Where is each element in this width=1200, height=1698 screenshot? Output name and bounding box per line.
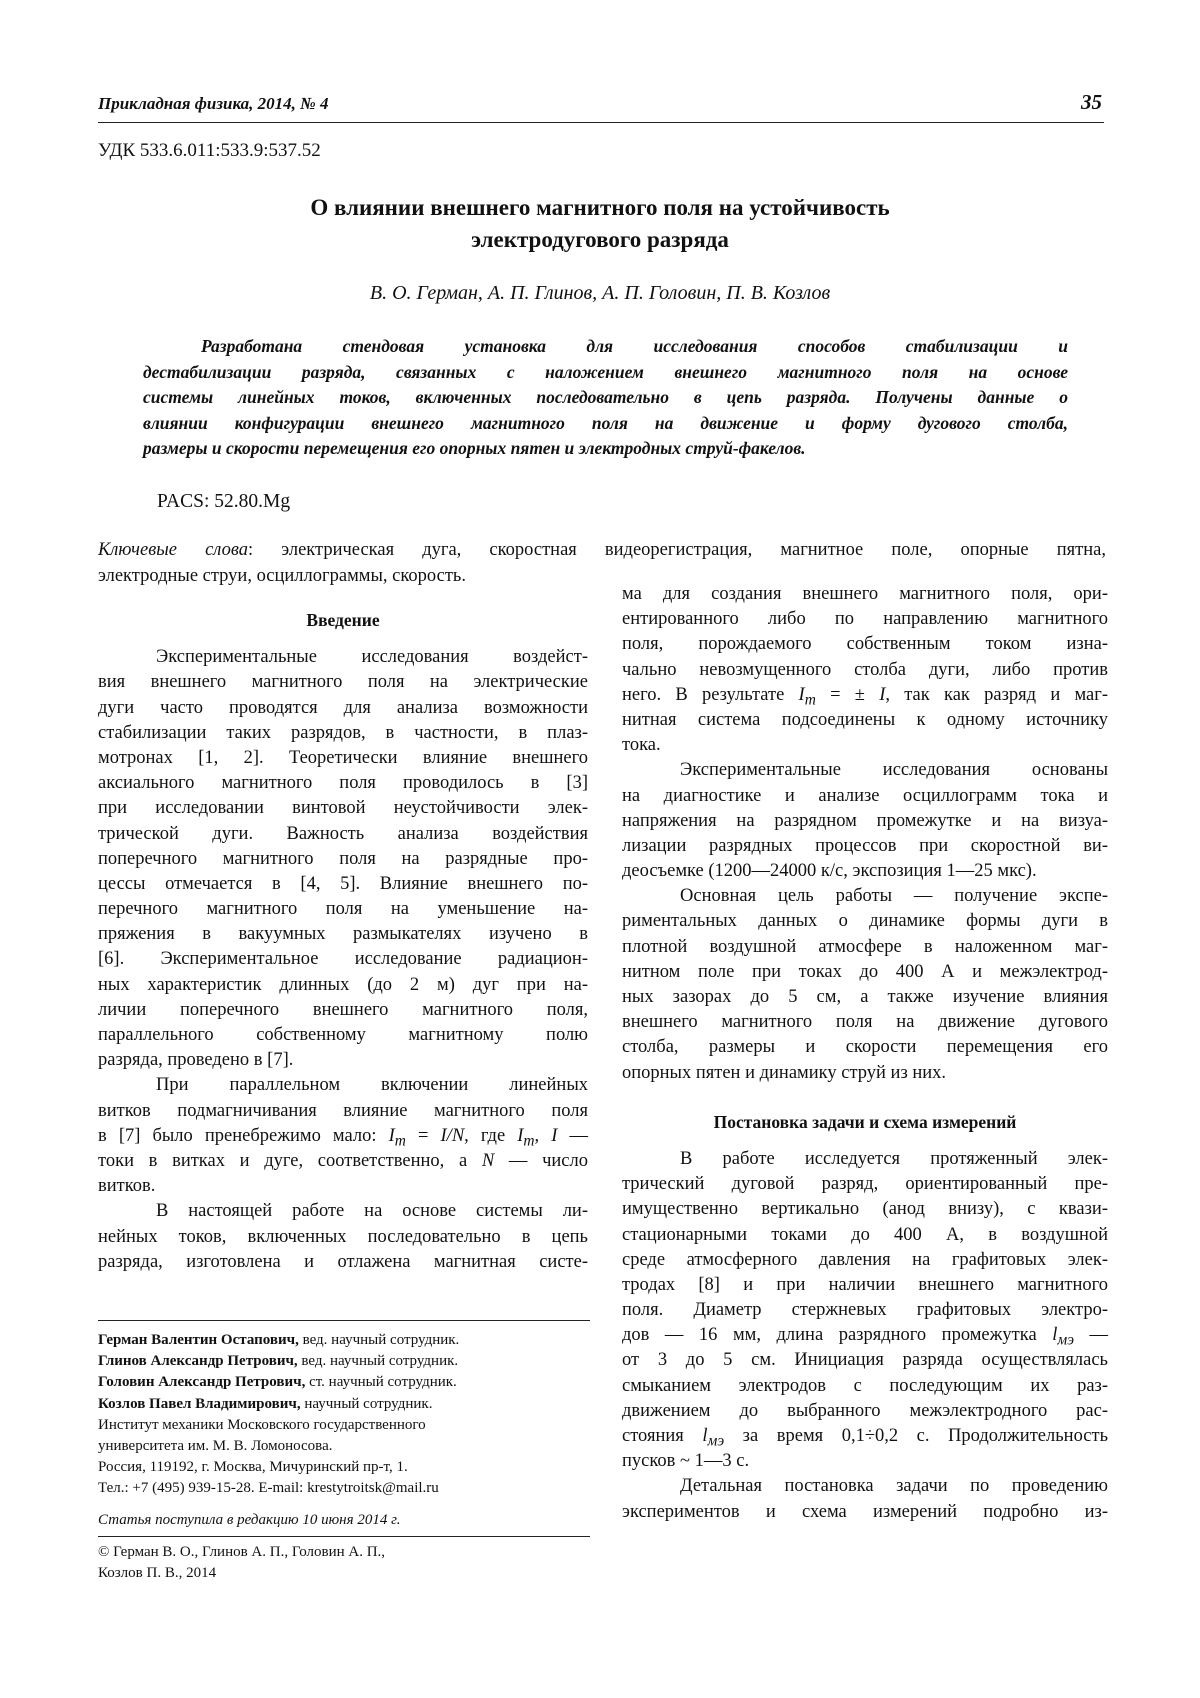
text-line: нитном поле при токах до 400 А и межэлектрод- [622,961,1108,982]
text-line: перечного магнитного поля на уменьшение на- [98,899,588,920]
text-line: лизации разрядных процессов при скоростной ви- [622,835,1108,856]
text-line: трической дуги. Важность анализа воздействия [98,823,588,844]
text-line: от 3 до 5 см. Инициация разряда осуществлялась [622,1350,1108,1371]
text-line: поля, порождаемого собственным током изна- [622,634,1108,655]
footnote-rule [98,1320,590,1321]
text-line: поля. Диаметр стержневых графитовых электро- [622,1300,1108,1321]
journal-name: Прикладная физика, 2014, № 4 [98,94,329,113]
footnote-author: Герман Валентин Остапович, вед. научный сотрудник. [98,1332,460,1348]
pacs-code: PACS: 52.80.Mg [157,491,291,512]
udk-code: УДК 533.6.011:533.9:537.52 [98,140,321,161]
copyright [98,1542,385,1584]
text-line: личии поперечного внешнего магнитного поля, [98,999,588,1020]
text-line: В настоящей работе на основе системы ли- [156,1201,588,1222]
text-line: вия внешнего магнитного поля на электрические [98,672,588,693]
text-line: имущественно вертикально (анод внизу), с квази- [622,1199,1108,1220]
title-line: электродугового разряда [471,227,729,252]
footnote-affiliation: университета им. М. В. Ломоносова. [98,1438,333,1455]
footnote-author: Головин Александр Петрович, ст. научный сотрудник. [98,1374,457,1391]
text-line-with-formula: стояния $l_{мэ}$ за время 0,1÷0,2 с. Продолжительность [622,1426,1109,1450]
text-line: при исследовании винтовой неустойчивости элек- [98,798,588,819]
text-line: движением до выбранного межэлектродного рас- [622,1400,1108,1421]
running-header [98,92,1104,123]
text-line: на диагностике и анализе осциллограмм тока и [622,785,1108,806]
text-line: витков подмагничивания влияние магнитного поля [98,1100,588,1121]
abstract [143,334,1068,462]
text-line: ных зазорах до 5 см, а также изучение влияния [622,987,1108,1007]
keywords-label: Ключевые слова [98,540,248,560]
text-line: тока. [622,735,661,756]
text-line: витков. [98,1176,156,1197]
footnote-author: Козлов Павел Владимирович, научный сотрудник. [98,1395,433,1412]
text-line: трический дуговой разряд, ориентированный пре- [622,1174,1108,1195]
text-line: пряжения в вакуумных размыкателях изучено в [98,924,588,945]
abstract-line: дестабилизации разряда, связанных с наложением внешнего магнитного поля на основе [143,361,1068,382]
text-line: Детальная постановка задачи по проведению [680,1476,1108,1497]
abstract-line: Разработана стендовая установка для исследования способов стабилизации и [201,336,1068,356]
text-line: стационарными токами до 400 А, в воздушной [622,1224,1108,1245]
text-line: нитная система подсоединены к одному источнику [622,709,1108,730]
text-line: поперечного магнитного поля на разрядные про- [98,848,588,869]
text-line: экспериментов и схема измерений подробно из- [622,1501,1108,1522]
text-line: стабилизации таких разрядов, в частности, в плаз- [98,722,588,743]
text-line-with-formula: в [7] было пренебрежимо мало: $I_m = I/N$, где $I_m$, I — [98,1125,589,1150]
text-line: дуги часто проводятся для анализа возможности [98,697,588,718]
text-line: ных характеристик длинных (до 2 м) дуг при на- [98,974,588,995]
footnote-affiliation: Институт механики Московского государственного [98,1416,426,1433]
keywords-text: : электрическая дуга, скоростная видеорегистрация, магнитное поле, опорные пятна, [247,540,1106,560]
text-line: среде атмосферного давления на графитовых элек- [622,1249,1108,1270]
text-line: мотронах [1, 2]. Теоретически влияние внешнего [98,747,588,768]
text-line: тродах [8] и при наличии внешнего магнитного [622,1274,1108,1295]
text-line: разряда, проведено в [7]. [98,1050,294,1071]
author-list: В. О. Герман, А. П. Глинов, А. П. Головин, П. В. Козлов [369,282,831,304]
text-line: параллельного собственному магнитному полю [98,1025,588,1045]
abstract-line: влиянии конфигурации внешнего магнитного поля на движение и форму дугового столба, [143,412,1068,433]
footnote-author: Глинов Александр Петрович, вед. научный сотрудник. [98,1353,459,1370]
text-line-with-formula: токи в витках и дуге, соответственно, а N — число [98,1150,588,1171]
text-line: аксиального магнитного поля проводилось в [3] [98,773,588,794]
text-line: плотной воздушной атмосфере в наложенном маг- [622,936,1108,957]
text-line: цессы отмечается в [4, 5]. Влияние внешнего по- [98,873,588,894]
abstract-line: размеры и скорости перемещения его опорных пятен и электродных струй-факелов. [143,438,806,459]
section-heading-problem-setup: Постановка задачи и схема измерений [713,1111,1017,1132]
left-column [98,608,588,1275]
text-line: При параллельном включении линейных [156,1075,588,1096]
footnote-address: Россия, 119192, г. Москва, Мичуринский пр-т, 1. [98,1459,408,1476]
page-number: 35 [1081,90,1102,114]
text-line: Экспериментальные исследования воздейст- [156,647,588,668]
text-line-with-formula: дов — 16 мм, длина разрядного промежутка $l_{мэ}$ — [622,1325,1109,1349]
copyright-line: © Герман В. О., Глинов А. П., Головин А. П., [98,1544,386,1560]
footnote-rule [98,1536,590,1537]
author-footnote [98,1330,590,1531]
text-line: нейных токов, включенных последовательно в цепь [98,1226,588,1247]
text-line: В работе исследуется протяженный элек- [680,1148,1108,1169]
text-line: напряжения на разрядном промежутке и на визуа- [622,810,1108,831]
text-line: разряда, изготовлена и отлажена магнитная систе- [98,1251,588,1272]
text-line: Основная цель работы — получение экспе- [680,886,1108,907]
text-line: чально невозмущенного столба дуги, либо против [622,659,1108,680]
text-line: Экспериментальные исследования основаны [680,760,1108,781]
received-date: Статья поступила в редакцию 10 июня 2014 г. [98,1511,401,1528]
text-line: пусков ~ 1—3 с. [622,1451,750,1472]
text-line: опорных пятен и динамику струй из них. [622,1062,947,1083]
text-line: ентированного либо по направлению магнитного [622,609,1108,630]
keywords-line [98,538,1106,564]
text-line-with-formula: него. В результате $I_m$ = ± I, так как разряд и маг- [622,684,1108,709]
footnote-contacts: Тел.: +7 (495) 939-15-28. E-mail: krestytroitsk@mail.ru [98,1480,439,1497]
text-line: [6]. Экспериментальное исследование радиацион- [98,949,588,970]
title-line: О влиянии внешнего магнитного поля на устойчивость [310,195,890,220]
text-line: смыканием электродов с последующим их раз- [622,1375,1108,1396]
abstract-line: системы линейных токов, включенных последовательно в цепь разряда. Получены данные о [143,387,1068,408]
section-heading-introduction: Введение [306,610,380,630]
keywords-line: электродные струи, осциллограммы, скорость. [98,565,466,586]
paper-title [150,192,1050,256]
text-line: внешнего магнитного поля на движение дугового [622,1012,1108,1033]
text-line: риментальных данных о динамике формы дуги в [622,911,1108,932]
text-line: ма для создания внешнего магнитного поля, ори- [622,584,1108,604]
right-column [622,582,1108,1525]
copyright-line: Козлов П. В., 2014 [98,1565,217,1582]
text-line: деосъемке (1200—24000 к/с, экспозиция 1—25 мкс). [622,861,1037,882]
text-line: столба, размеры и скорости перемещения его [622,1037,1108,1058]
